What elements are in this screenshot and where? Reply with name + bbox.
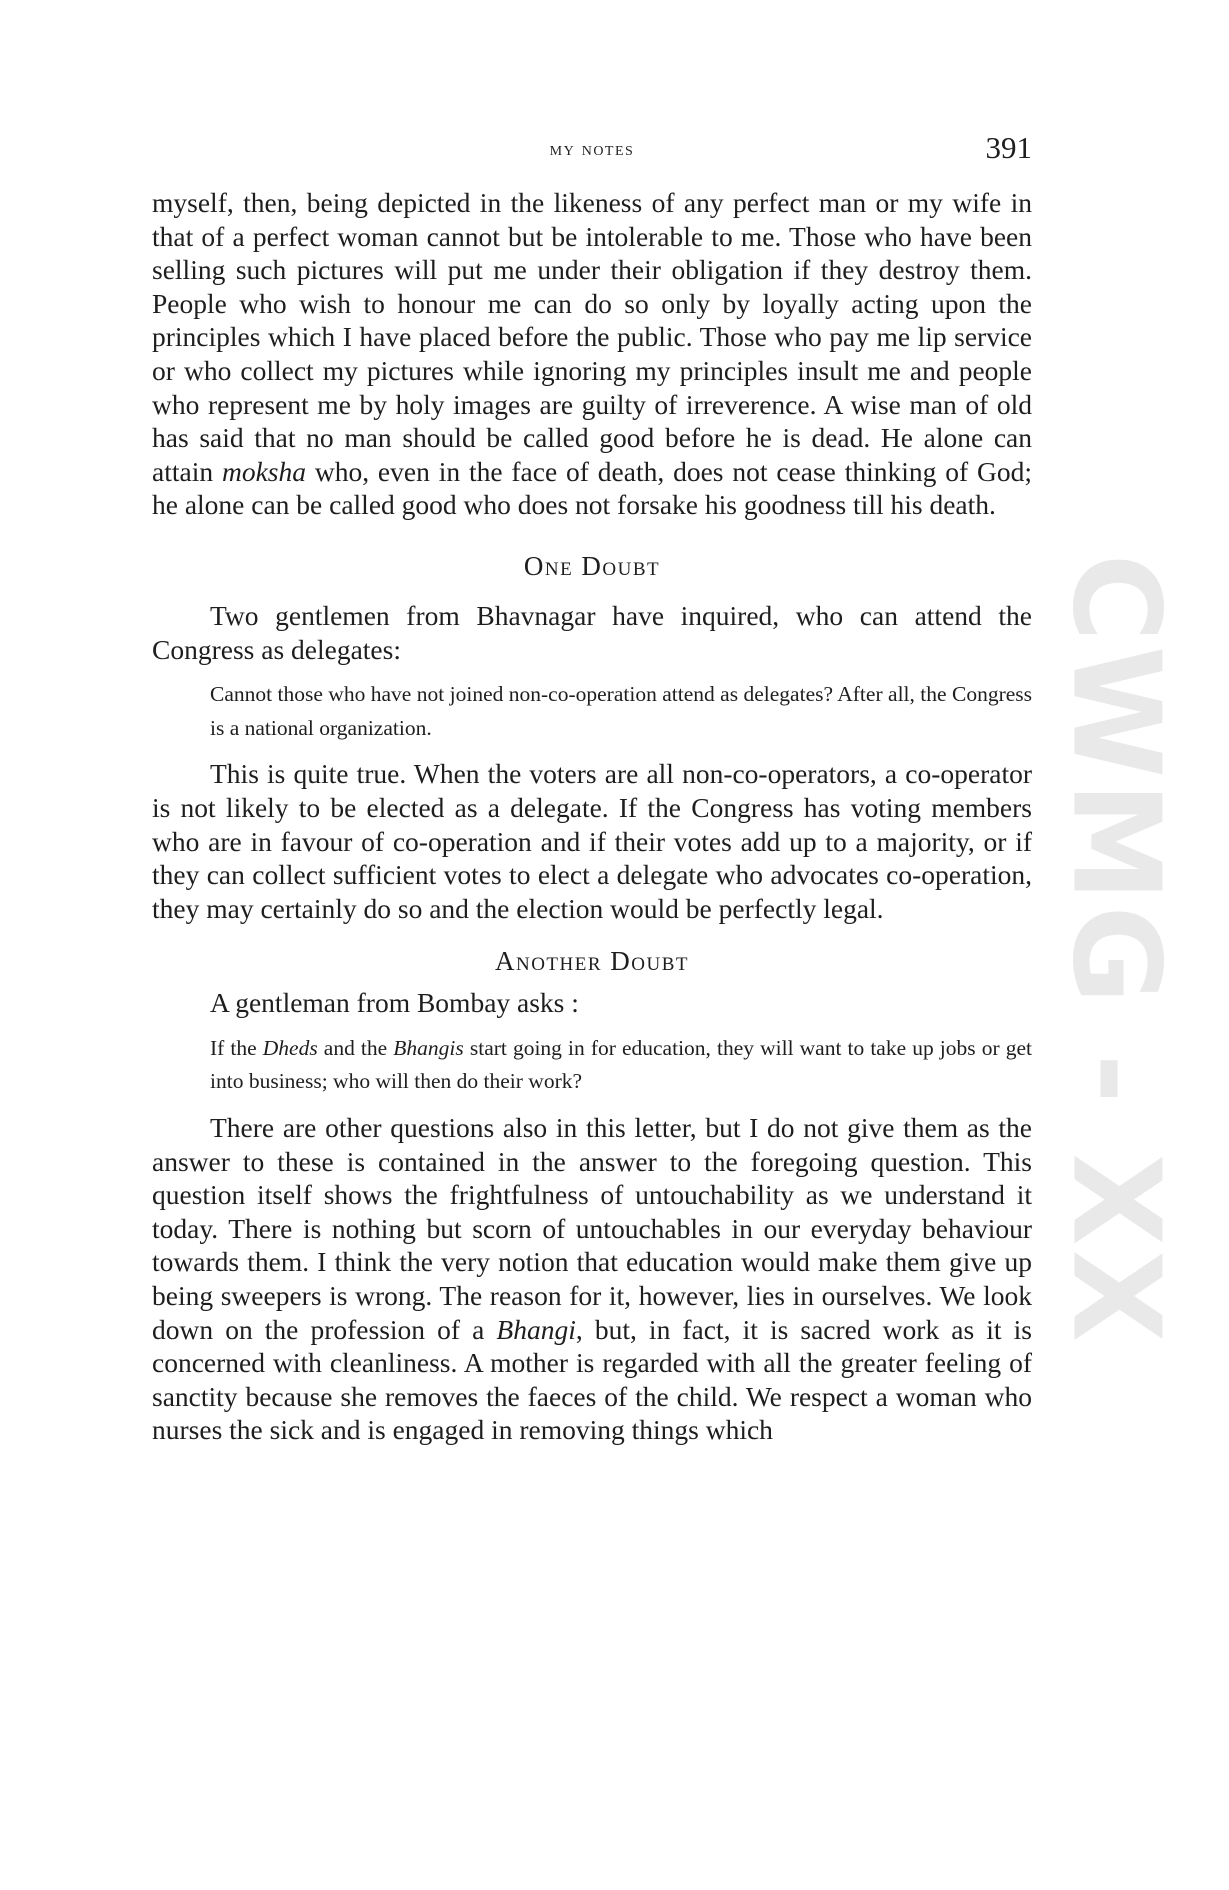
paragraph-text: who, even in the face of death, does not cease thinking of God; he alone can be called good who does not forsake his goodness till his death. (152, 455, 1032, 521)
watermark-text: CWMG - XX (1045, 553, 1185, 1347)
section-heading-another-doubt: Another Doubt (494, 946, 690, 977)
paragraph-text: myself, then, being depicted in the likeness of any perfect man or my wife in that of a perfect woman cannot but be intolerable to me. Those who have been selling such pictures will put me under their obligation if they destroy them. People who wish to honour me can do so only by loyally acting upon the principles which I have placed before the public. Those who pay me lip service or who collect my pictures while ignoring my principles insult me and people who represent me by holy images are guilty of irreverence. A wise man of old has said that no man should be called good before he is dead. He alone can attain (152, 187, 1032, 487)
paragraph-text: There are other questions also in this letter, but I do not give them as the answer to these is contained in the answer to the foregoing question. This question itself shows the frightfulness of untouchability as we understand it today. There is nothing but scorn of untouchables in our everyday behaviour towards them. I think the very notion that education would make them give up being sweepers is wrong. The reason for it, however, lies in ourselves. We look down on the profession of a (152, 1112, 1032, 1345)
quote-text: If the (210, 1035, 263, 1060)
quote-text: start going in for education, they will want to take up jobs or get into business; who will then do their work? (210, 1035, 1032, 1094)
paragraph-answer-delegates: This is quite true. When the voters are all non-co-operators, a co-operator is not likely to be elected as a delegate. If the Congress has voting members who are in favour of co-operation and if their votes add up to a majority, or if they can collect sufficient votes to elect a delegate who advocates co-operation, they may certainly do so and the election would be perfectly legal. (152, 758, 1032, 924)
italic-term-bhangis: Bhangis (393, 1035, 464, 1060)
page-number: 391 (985, 130, 1032, 165)
paragraph-untouchability (152, 1111, 1032, 1447)
paragraph-bombay-question: A gentleman from Bombay asks : (210, 987, 579, 1019)
italic-term-bhangi: Bhangi (496, 1313, 576, 1345)
block-quote-education (210, 1032, 1032, 1099)
paragraph-continuation (152, 186, 1032, 522)
paragraph-text: , but, in fact, it is sacred work as it is concerned with cleanliness. A mother is regarded with all the greater feeling of sanctity because she removes the faeces of the child. We respect a woman who nurses the sick and is engaged in removing things which (152, 1313, 1032, 1446)
section-heading-one-doubt: One Doubt (523, 550, 661, 581)
quote-text: and the (317, 1035, 394, 1060)
running-header (152, 130, 1032, 170)
block-quote-delegates: Cannot those who have not joined non-co-operation attend as delegates? After all, the Congress is a national organization. (210, 682, 1032, 740)
italic-term-moksha: moksha (221, 455, 306, 487)
running-title: my notes (549, 138, 635, 160)
watermark (1045, 540, 1185, 1360)
paragraph-bhavnagar: Two gentlemen from Bhavnagar have inquired, who can attend the Congress as delegates: (152, 599, 1032, 665)
italic-term-dheds: Dheds (262, 1035, 318, 1060)
page-body (152, 130, 1032, 1447)
